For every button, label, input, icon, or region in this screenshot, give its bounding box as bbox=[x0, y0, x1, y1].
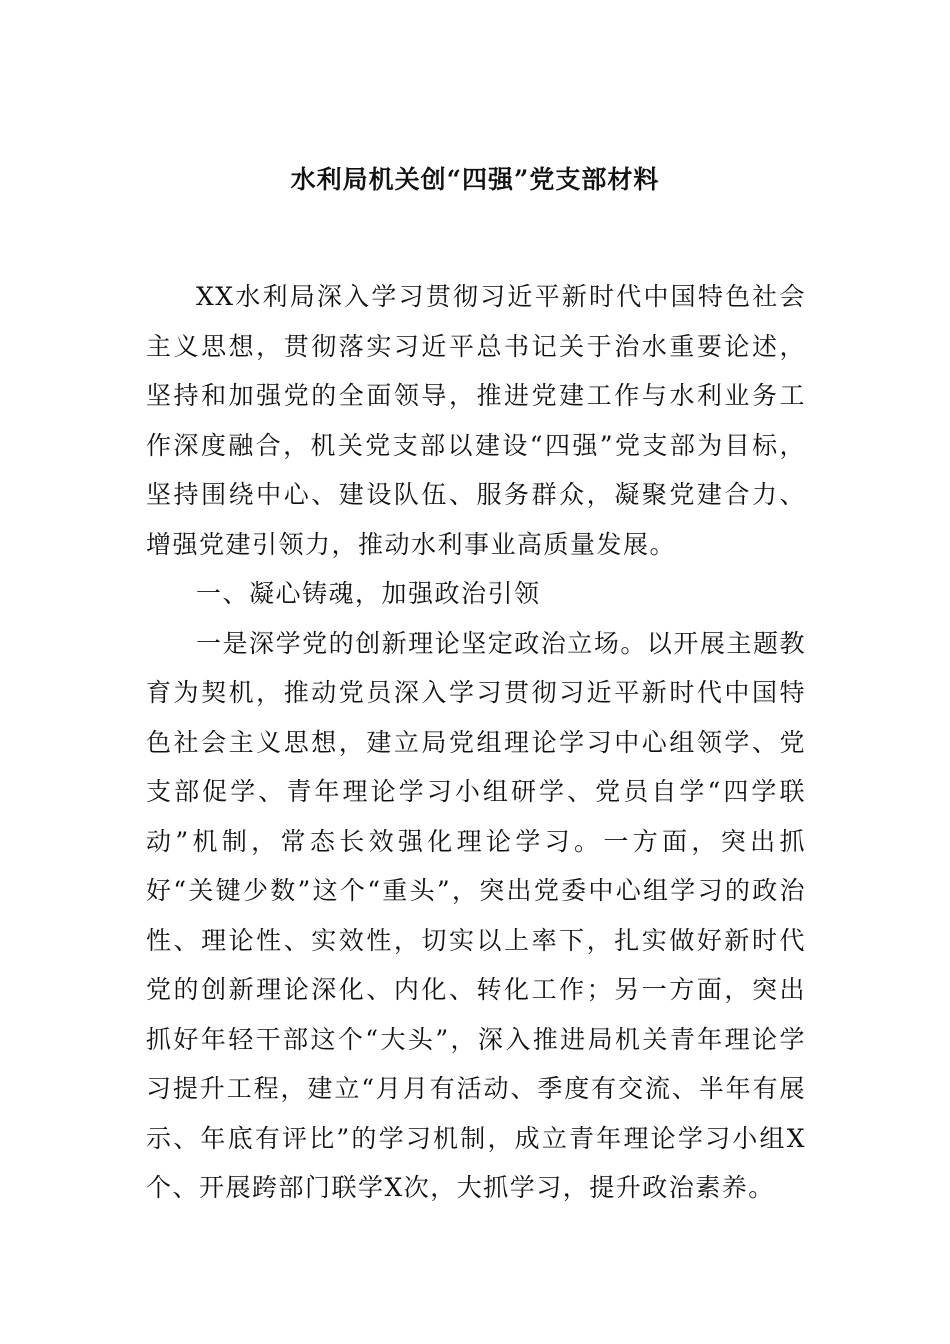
intro-paragraph: XX水利局深入学习贯彻习近平新时代中国特色社会主义思想，贯彻落实习近平总书记关于治水重要论述，坚持和加强党的全面领导，推进党建工作与水利业务工作深度融合，机关党支部以建设“四强”党支部为目标，坚持围绕中心、建设队伍、服务群众，凝聚党建合力、增强党建引领力，推动水利事业高质量发展。 bbox=[146, 282, 806, 559]
section-heading: 一、凝心铸魂，加强政治引领 bbox=[196, 579, 541, 608]
document-title: 水利局机关创“四强”党支部材料 bbox=[290, 165, 660, 194]
body-paragraph: 一是深学党的创新理论坚定政治立场。以开展主题教育为契机，推动党员深入学习贯彻习近平新时代中国特色社会主义思想，建立局党组理论学习中心组领学、党支部促学、青年理论学习小组研学、党员自学“四学联动”机制，常态长效强化理论学习。一方面，突出抓好“关键少数”这个“重头”，突出党委中心组学习的政治性、理论性、实效性，切实以上率下，扎实做好新时代党的创新理论深化、内化、转化工作；另一方面，突出抓好年轻干部这个“大头”，深入推进局机关青年理论学习提升工程，建立“月月有活动、季度有交流、半年有展示、年底有评比”的学习机制，成立青年理论学习小组X个、开展跨部门联学X次，大抓学习，提升政治素养。 bbox=[146, 628, 806, 1202]
document-body bbox=[146, 272, 806, 1213]
